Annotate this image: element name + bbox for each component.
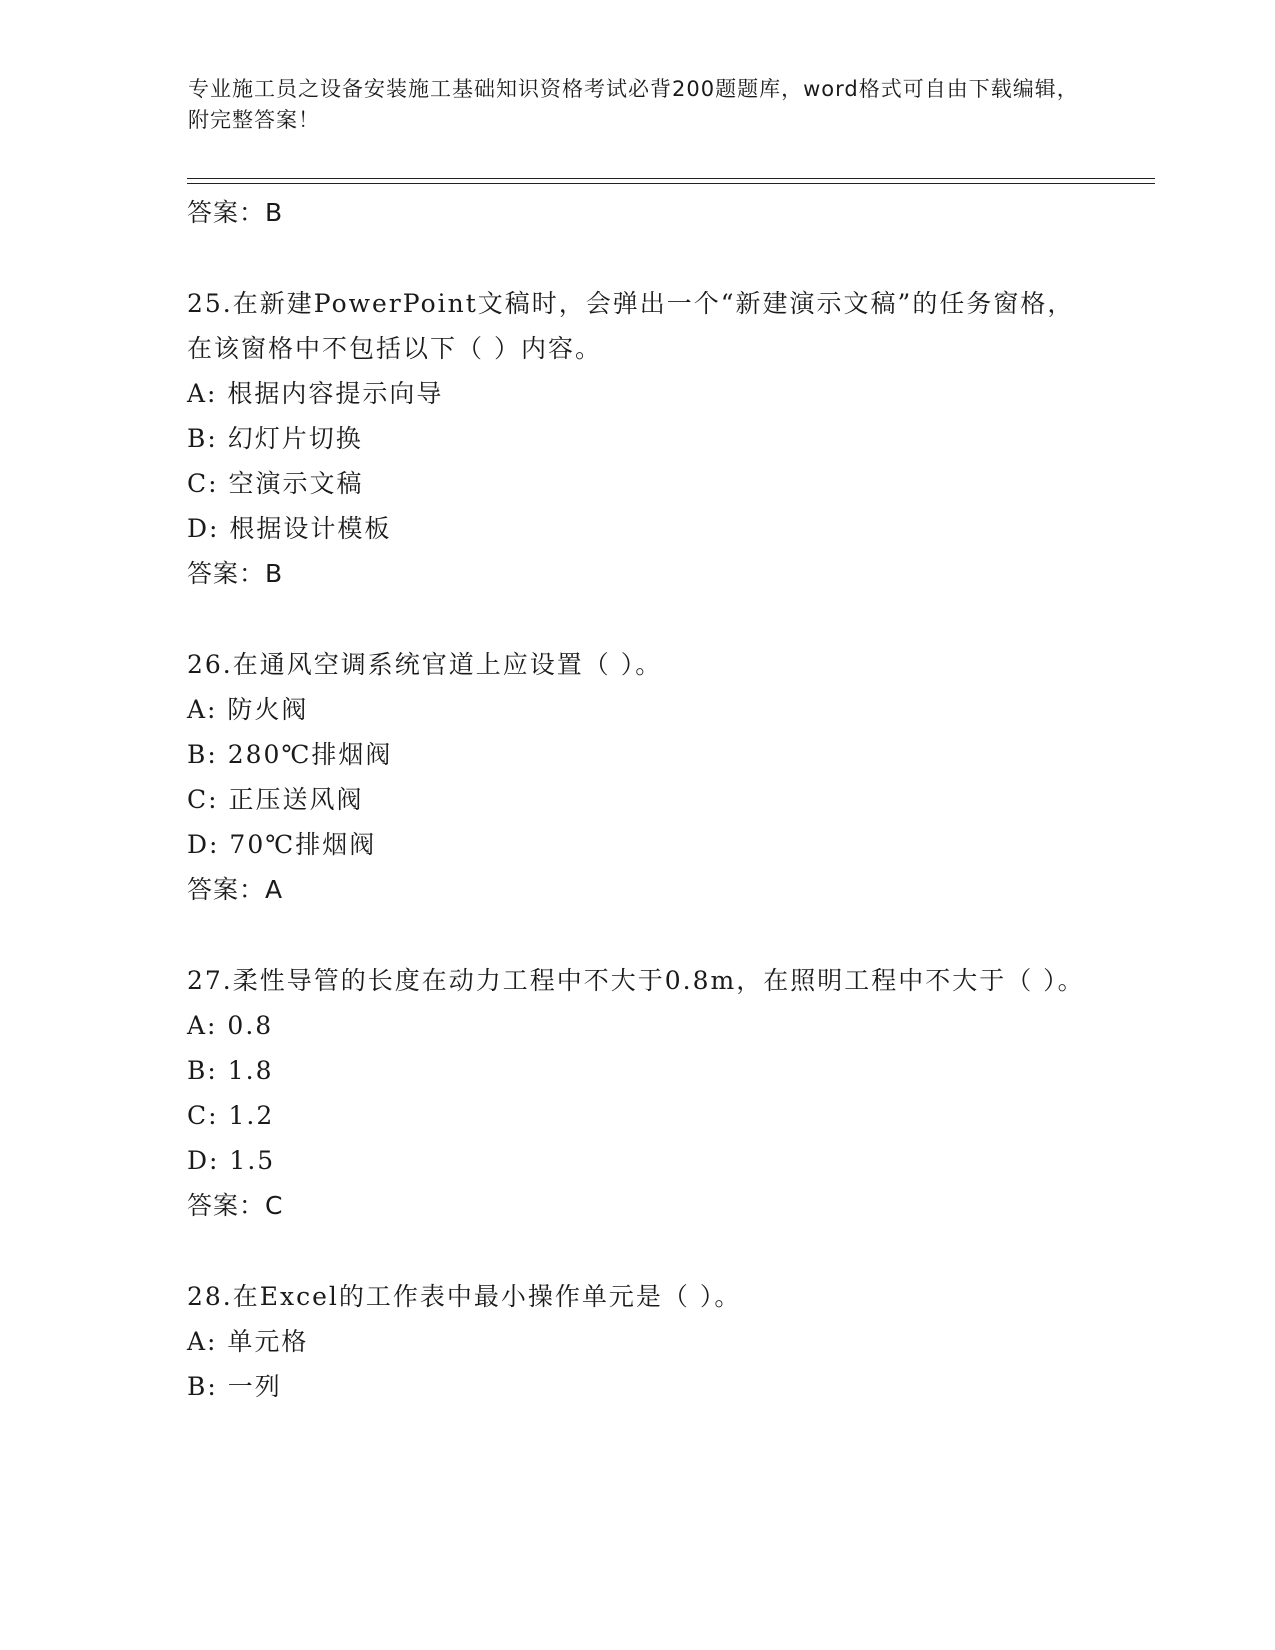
option-b: B: 一列 (187, 1372, 282, 1401)
question-text: 27.柔性导管的长度在动力工程中不大于0.8m，在照明工程中不大于（ ）。 (187, 966, 1085, 995)
question-content (187, 190, 1087, 1409)
option-d: D: 1.5 (187, 1146, 276, 1175)
spacer (187, 235, 1087, 281)
option-a: A: 根据内容提示向导 (187, 379, 444, 408)
question-text: 28.在Excel的工作表中最小操作单元是（ ）。 (187, 1282, 742, 1311)
question-text: 26.在通风空调系统官道上应设置（ ）。 (187, 650, 663, 679)
option-b: B: 1.8 (187, 1056, 274, 1085)
header-divider-top (187, 178, 1155, 179)
option-d: D: 70℃排烟阀 (187, 830, 377, 859)
answer-line: 答案：C (187, 1191, 284, 1220)
spacer (187, 1228, 1087, 1274)
option-b: B: 280℃排烟阀 (187, 740, 393, 769)
option-d: D: 根据设计模板 (187, 514, 392, 543)
option-c: C: 1.2 (187, 1101, 275, 1130)
spacer (187, 596, 1087, 642)
spacer (187, 912, 1087, 958)
question-28 (187, 1274, 1087, 1409)
option-b: B: 幻灯片切换 (187, 424, 363, 453)
question-27 (187, 958, 1087, 1228)
question-26 (187, 642, 1087, 912)
option-c: C: 正压送风阀 (187, 785, 364, 814)
answer-line: 答案：B (187, 559, 284, 588)
option-a: A: 防火阀 (187, 695, 309, 724)
answer-line: 答案：A (187, 875, 284, 904)
option-c: C: 空演示文稿 (187, 469, 364, 498)
document-header: 专业施工员之设备安装施工基础知识资格考试必背200题题库，word格式可自由下载编辑，附完整答案！ (188, 77, 1079, 132)
answer-line: 答案：B (187, 198, 284, 227)
question-25 (187, 281, 1087, 596)
option-a: A: 0.8 (187, 1011, 274, 1040)
option-a: A: 单元格 (187, 1327, 309, 1356)
header-divider-bottom (187, 183, 1155, 184)
question-text: 25.在新建PowerPoint文稿时，会弹出一个“新建演示文稿”的任务窗格，在该窗格中不包括以下（ ）内容。 (187, 289, 1075, 363)
